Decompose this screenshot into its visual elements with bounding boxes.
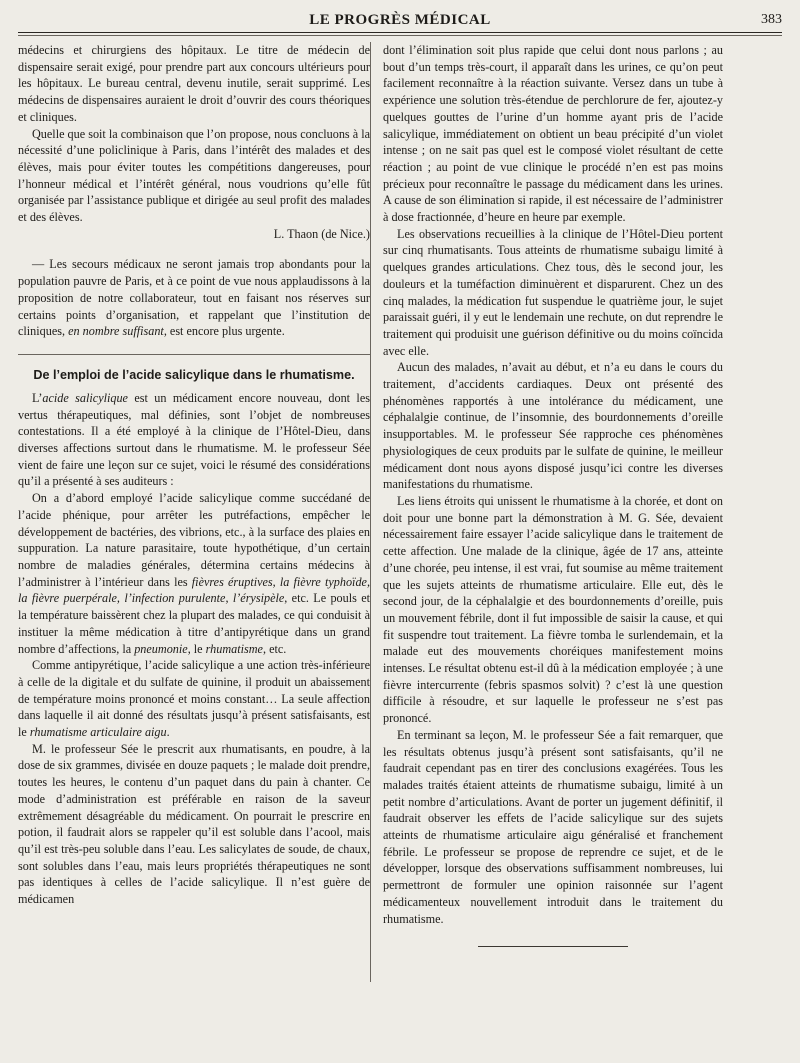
paragraph: Les observations recueillies à la clinique de l’Hôtel-Dieu portent sur cinq rhumatisants. Tous atteints de rhumatisme subaigu limité à quelques grandes articulations. Chez tous, dès le second jour, les douleurs et la tuméfaction diminuèrent et disparurent. Chez un des cinq malades, la médication fut suspendue le quatrième jour, le sujet paraissait guéri, il y eut le lendemain une rechute, on dut reprendre le traitement qui produisit une guérison définitive ou du moins coïncida avec elle. bbox=[383, 226, 723, 358]
column-divider bbox=[370, 42, 371, 982]
paragraph: L’acide salicylique est un médicament encore nouveau, dont les vertus thérapeutiques, mal définies, sont l’objet de nombreuses contestations. Il a été employé à la clinique de l’Hôtel-Dieu, dans diverses affections surtout dans le rhumatisme. M. le professeur Sée vient de faire une leçon sur ce sujet, voici le résumé des considérations qu’il a présenté à ses auditeurs : bbox=[18, 390, 370, 489]
paragraph: On a d’abord employé l’acide salicylique comme succédané de l’acide phénique, pour arrêter les putréfactions, empêcher le développement de bactéries, des vibrions, etc., à la surface des plaies en suppuration. La nature parasitaire, toute hypothétique, d’un certain nombre de maladies générales, détermina certains médecins à l’administrer à l’intérieur dans les fièvres éruptives, la fièvre typhoïde, la fièvre puerpérale, l’infection purulente, l’érysipèle, etc. Le pouls et la température baissèrent chez la plupart des malades, ce qui conduisit à instituer la même médication à titre d’antipyrétique dans un grand nombre d’affections, la pneumonie, le rhumatisme, etc. bbox=[18, 491, 371, 656]
paragraph: Les liens étroits qui unissent le rhumatisme à la chorée, et dont on doit pour une bonne part la démonstration à M. G. Sée, devaient nécessairement faire essayer l’acide salicylique dans le traitement de cette affection. Une malade de la clinique, âgée de 17 ans, atteinte d’une chorée, peu intense, il est vrai, fut soumise au même traitement que les sujets atteints de rhumatisme articulaire. Elle eut, dès le second jour, de la céphalalgie et des bourdonnements d’oreille, puis un mouvement fébrile, dont il fut impossible de saisir la cause, et qui fit suspendre tout traitement. La fièvre tomba le surlendemain, et la malade eut des mouvements choréiques manifestement moins intenses. Le résultat obtenu est-il dû à la médication employée ; à une fièvre intercurrente (febris spasmos solvit) ? c’est là une question difficile à résoudre, et sur laquelle le professeur ne s’est pas prononcé. bbox=[383, 493, 723, 726]
journal-title: LE PROGRÈS MÉDICAL bbox=[309, 12, 491, 28]
paragraph: Comme antipyrétique, l’acide salicylique a une action très-inférieure à celle de la digitale et du sulfate de quinine, il produit un abaissement de température moins prononcé et moins constant… La seule affection dans laquelle il ait donné des résultats jusqu’à présent satisfaisants, est le rhumatisme articulaire aigu. bbox=[18, 658, 370, 740]
right-column bbox=[383, 42, 723, 954]
paragraph: M. le professeur Sée le prescrit aux rhumatisants, en poudre, à la dose de six grammes, divisée en douze paquets ; le malade doit prendre, toutes les heures, le contenu d’un paquet dans du pain à chanter. Ce mode d’administration est préférable en raison de la saveur extrêmement désagréable du médicament. On pourrait le prescrire en potion, il faudrait alors se rappeler qu’il est soluble dans l’acool, mais qu’il est très-peu soluble dans l’eau. Les salicylates de soude, de chaux, sont solubles dans l’eau, mais leurs propriétés thérapeutiques ne sont pas identiques à celles de l’acide salicylique. Il n’est guère de médicamen bbox=[18, 741, 370, 907]
editorial-note: — Les secours médicaux ne seront jamais trop abondants pour la population pauvre de Paris, et à ce point de vue nous applaudissons à la proposition de notre collaborateur, tout en faisant nos réserves sur certains points d’organisation, et rappelant que l’institution de cliniques, en nombre suffisant, est encore plus urgente. bbox=[18, 257, 370, 339]
left-column bbox=[18, 42, 370, 908]
end-ornament bbox=[478, 937, 628, 954]
paragraph: Aucun des malades, n’avait au début, et n’a eu dans le cours du traitement, d’accidents cardiaques. Deux ont présenté des phénomènes rapportés à une intolérance du médicament, une céphalalgie continue, de l’insomnie, des bourdonnements d’oreille insupportables. M. le professeur Sée rapproche ces phénomènes physiologiques de ceux produits par le sulfate de quinine, le meilleur médicament dont nous ayons disposé jusqu’ici contre les diverses manifestations du rhumatisme. bbox=[383, 360, 723, 492]
signature: L. Thaon (de Nice.) bbox=[273, 226, 370, 241]
header-rule bbox=[18, 35, 782, 36]
section-title: De l’emploi de l’acide salicylique dans le rhumatisme. bbox=[18, 354, 370, 384]
paragraph: médecins et chirurgiens des hôpitaux. Le titre de médecin de dispensaire serait exigé, pour prendre part aux concours ultérieurs pour les hôpitaux. Le bureau central, devenu inutile, serait supprimé. Les médecins de dispensaires auraient le droit d’ouvrir des cours théoriques et cliniques. bbox=[18, 43, 370, 124]
page-header bbox=[18, 10, 782, 33]
paragraph: Quelle que soit la combinaison que l’on propose, nous concluons à la nécessité d’une policlinique à Paris, dans l’intérêt des malades et des élèves, mais pour éviter toutes les compétitions dangereuses, pour l’honneur médical et l’intérêt général, nous voudrions qu’elle fût organisée par l’assistance publique et dirigée au seul profit des malades et des élèves. bbox=[18, 126, 370, 225]
paragraph: dont l’élimination soit plus rapide que celui dont nous parlons ; au bout d’un temps très-court, il apparaît dans les urines, ce qu’on peut facilement reconnaître à la réaction suivante. Versez dans un tube à expérience une solution très-étendue de perchlorure de fer, ajoutez-y quelques gouttes de l’urine d’un homme ayant pris de l’acide salicylique, immédiatement on obtient un beau précipité d’un violet intense ; on ne sait pas quel est le composé violet résultant de cette réaction ; au point de vue clinique le procédé n’en est pas moins précieux pour reconnaître le passage du médicament dans les urines. A cause de son élimination si rapide, il est nécessaire de l’administrer à dose fractionnée, d’heure en heure par exemple. bbox=[383, 43, 723, 225]
page-number: 383 bbox=[761, 12, 782, 27]
paragraph: En terminant sa leçon, M. le professeur Sée a fait remarquer, que les résultats obtenus jusqu’à présent sont satisfaisants, qu’il ne faudrait cependant pas en tirer des conclusions exagérées. Tous les malades traités étaient atteints de rhumatisme subaigu, limité à un petit nombre d’articulations. Avant de porter un jugement définitif, il faudrait observer les effets de l’acide salicylique sur des sujets atteints de rhumatisme articulaire aigu généralisé et franchement fébrile. Le professeur se propose de reprendre ce sujet, et de le développer, lorsque des observations suffisamment nombreuses, lui permettront de formuler une opinion raisonnée sur l’agent médicamenteux nouvellement introduit dans le traitement du rhumatisme. bbox=[383, 727, 723, 926]
